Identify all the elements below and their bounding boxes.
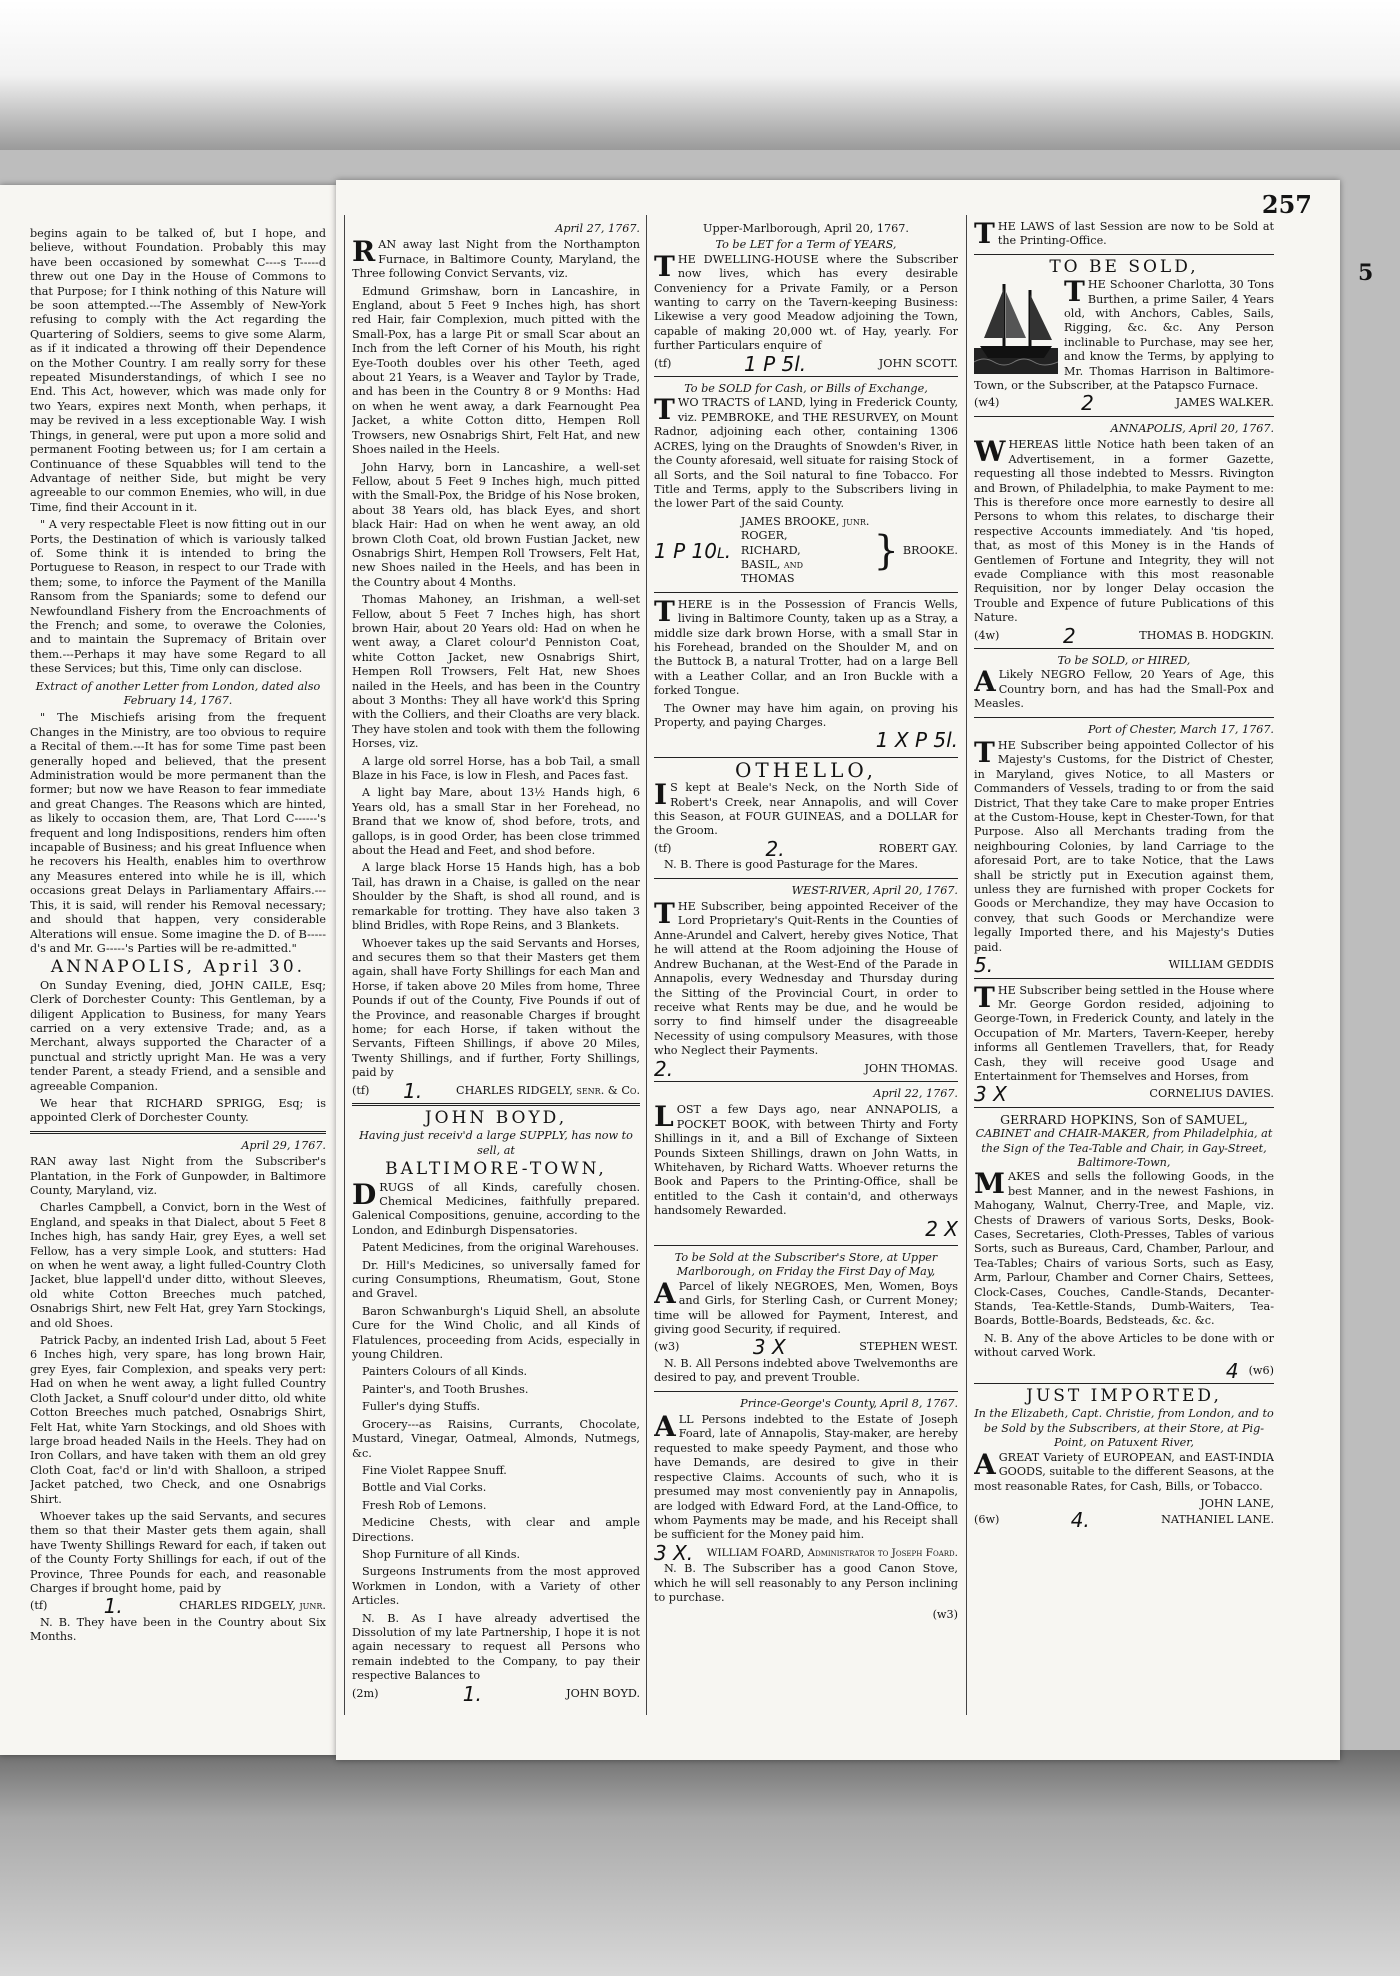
signature-line [974, 953, 1274, 978]
othello-heading: OTHELLO, [735, 757, 877, 782]
handwritten-mark: 1. [103, 1594, 123, 1619]
extract-heading: Extract of another Letter from London, dated also February 14, 1767. [35, 679, 321, 707]
right-page [336, 180, 1340, 1760]
advertiser-signature: JOHN LANE, [1200, 1496, 1274, 1510]
brooke-name: BASIL, and [740, 557, 804, 571]
advertiser-signature: CORNELIUS DAVIES. [1149, 1087, 1274, 1101]
handwritten-mark: 2 [1062, 623, 1076, 648]
scan-bottom-margin [0, 1750, 1400, 1976]
land-tracts-ad: WO TRACTS of LAND, lying in Frederick County, viz. PEMBROKE, and THE RESURVEY, on Mount Radnor, adjoining each other, containing 1306 ACRES, lying on the Draughts of Snowden's River, in the County aforesaid, well situate for raising Stock of all Sorts, and the Soil natural to fine Tobacco. For Title and Terms, apply to the Subscribers living in the lower Part of the said County. [654, 396, 958, 511]
issue-mark: (6w) [974, 1513, 1000, 1527]
advertiser-signature: JOHN THOMAS. [864, 1061, 958, 1075]
signature-line [974, 1508, 1274, 1533]
brooke-name: JAMES BROOKE, junr. [740, 514, 870, 528]
nota-bene: N. B. As I have already advertised the Dissolution of my late Partnership, I hope it is not again necessary to request all Persons who remain indebted to the Company, to pay their respective Balances to [352, 1611, 640, 1683]
signature-line [352, 1681, 640, 1706]
ad-date: WEST-RIVER, April 20, 1767. [791, 883, 958, 897]
handwritten-mark: 1 P 5l. [744, 351, 807, 376]
goods-list-item: Fine Violet Rappee Snuff. [362, 1463, 507, 1477]
horse-description: A large old sorrel Horse, has a bob Tail, a small Blaze in his Face, is low in Flesh, and Paces fast. [352, 754, 640, 783]
column-1: April 27, 1767. RAN away last Night from the Northampton Furnace, in Baltimore County, Maryland, the Three following Convict Servants, viz. Edmund Grimshaw, born in Lancashire, in England, about 5 Feet 9 Inches high, has short red Hair, fair Complexion, much pitted with the Small-Pox, has a large Pit or small Scar about an Inch from the left Corner of his Mouth, his right Eye-Tooth doubles over his other Teeth, aged about 21 Years, is a Weaver and Taylor by Trade, and has been in the Country 8 or 9 Months: Had on when he went away, a dark Fearnought Pea Jacket, a white Cotton ditto, Hempen Roll Trowsers, new Osnabrigs Shirt, Felt Hat, and new Shoes nailed in the Heels. John Harvy, born in Lancashire, a well-set Fellow, about 5 Feet 9 Inches high, much pitted with the Small-Pox, the Bridge of his Nose broken, about 38 Years old, has black Eyes, and short black Hair: Had on when he went away, an old brown Cloth Coat, old brown Fustian Jacket, new Osnabrigs Shirt, Hempen Roll Trowsers, Felt Hat, new Shoes nailed in the Heels, and has been in the Country about 4 Months. Thomas Mahoney, an Irishman, a well-set Fellow, about 5 Feet 7 Inches high, has short brown Hair, about 20 Years old: Had on when he went away, a Claret colour'd Penniston Coat, white Cotton Jacket, new Osnabrigs Shirt, Hempen Roll Trowsers, Felt Hat, new Shoes nailed in the Heels, and has been in the Country about 3 Months: They all have work'd this Spring with the Colliers, and their Cloaths are very black. They have stolen and took with them the following Horses, viz. A large old sorrel Horse, has a bob Tail, a small Blaze in his Face, is low in Flesh, and Paces fast. A light bay Mare, about 13½ Hands high, 6 Years old, has a small Star in her Forehead, no Brand that we know of, shod before, trots, and gallops, is in good Order, has been close trimmed about the Head and Feet, and shod before. A large black Horse 15 Hands high, has a bob Tail, has drawn in a Chaise, is galled on the near Shoulder by the Shaft, is shod all round, and is remarkable for trotting. They have also taken 3 blind Bridles, with Rope Reins, and 3 Blankets. Whoever takes up the said Servants and Horses, and secures them so that their Masters get them again, shall have Forty Shillings for each Man and Horse, if taken above 20 Miles from home, Three Pounds if out of the County, Five Pounds if out of the Province, and reasonable Charges if brought home; for each Horse, if taken without the Servants, Fifteen Shillings, if above 20 Miles, Twenty Shillings, and if further, Forty Shillings, paid by (tf) 1. CHARLES RIDGELY, senr. & Co. JOHN BOYD, Having just receiv'd a large SUPPLY, has now to sell, at BALTIMORE-TOWN, DRUGS of all Kinds, carefully chosen. Chemical Medicines, faithfully prepared. Galenical Compositions, genuine, according to the London, and Edinburgh Dispensatories. Patent Medicines, from the original Warehouses. Dr. Hill's Medicines, so universally famed for curing Consumptions, Rheumatism, Gout, Stone and Gravel. Baron Schwanburgh's Liquid Shell, an absolute Cure for the Wind Cholic, and all Kinds of Flatulences, proceeding from Acids, especially in young Children. Painters Colours of all Kinds. Painter's, and Tooth Brushes. Fuller's dying Stuffs. Grocery---as Raisins, Currants, Chocolate, Mustard, Vinegar, Oatmeal, Almonds, Nutmegs, &c. Fine Violet Rappee Snuff. Bottle and Vial Corks. Fresh Rob of Lemons. Medicine Chests, with clear and ample Directions. Shop Furniture of all Kinds. Surgeons Instruments from the most approved Workmen in London, with a Variety of other Articles. N. B. As I have already advertised the Dissolution of my late Partnership, I hope it is not again necessary to request all Persons who remain indebted to the Company, to pay their respective Balances to (2m) 1. JOHN BOYD. [352, 222, 640, 1706]
to-be-sold-heading: TO BE SOLD, [1049, 256, 1199, 277]
issue-mark: (w4) [974, 396, 1000, 410]
runaway-ad-lead: AN away last Night from the Northampton Furnace, in Baltimore County, Maryland, the Three following Convict Servants, viz. [352, 238, 640, 281]
news-paragraph: We hear that RICHARD SPRIGG, Esq; is appointed Clerk of Dorchester County. [30, 1096, 326, 1125]
issue-mark: (w6) [1248, 1363, 1274, 1377]
signature-line [974, 1358, 1274, 1383]
debts-notice-ad: HEREAS little Notice hath been taken of an Advertisement, in a former Gazette, requesting all those indebted to Messrs. Rivington and Brown, of Philadelphia, to make Payment to me: This is therefore once more earnestly to desire all Persons to whom this relates, to discharge their respective Accounts immediately. And 'tis hoped, that, as most of this Money is in the Hands of Gentlemen of Fortune and Integrity, they will not evade Compliance with this most reasonable Requisition, nor by longer Delay occasion the Trouble and Expence of future Publications of this Nature. [974, 438, 1274, 625]
just-imported-subheading: In the Elizabeth, Capt. Christie, from London, and to be Sold by the Subscribers, at their Store, at Pig-Point, on Patuxent River, [974, 1407, 1274, 1450]
advertiser-signature: JOHN BOYD. [566, 1686, 640, 1700]
runaway-description: Edmund Grimshaw, born in Lancashire, in England, about 5 Feet 9 Inches high, has short red Hair, fair Complexion, much pitted with the Small-Pox, has a large Pit or small Scar about an Inch from the left Corner of his Mouth, his right Eye-Tooth doubles over his other Teeth, aged about 21 Years, is a Weaver and Taylor by Trade, and has been in the Country 8 or 9 Months: Had on when he went away, a dark Fearnought Pea Jacket, a white Cotton ditto, Hempen Roll Trowsers, new Osnabrigs Shirt, Felt Hat, and new Shoes nailed in the Heels. [352, 284, 640, 457]
goods-list-item: Painter's, and Tooth Brushes. [362, 1382, 529, 1396]
just-imported-heading: JUST IMPORTED, [1026, 1386, 1222, 1407]
baltimore-heading: BALTIMORE-TOWN, [385, 1159, 607, 1180]
runaway-description: Charles Campbell, a Convict, born in the West of England, and speaks in that Dialect, about 5 Feet 8 Inches high, has sandy Hair, grey Eyes, a well set Fellow, has a very simple Look, and stutters: Had on when he went away, a light fulled-Country Cloth Jacket, blue lappell'd under ditto, without Sleeves, old white Cotton Breeches much patched, Osnabrigs Shirt, new Felt Hat, grey Yarn Stockings, and old Shoes. [30, 1201, 326, 1330]
issue-mark: (4w) [974, 628, 1000, 642]
ad-date: Upper-Marlborough, April 20, 1767. [703, 222, 909, 235]
john-boyd-heading: JOHN BOYD, [424, 1107, 568, 1128]
imported-goods-ad: GREAT Variety of EUROPEAN, and EAST-INDIA GOODS, suitable to the different Seasons, at the most reasonable Rates, for Cash, Bills, or Tobacco. [974, 1450, 1274, 1493]
schooner-woodcut-icon [974, 278, 1058, 374]
brace-glyph: } [873, 527, 899, 574]
signature-line [974, 623, 1274, 648]
divider [654, 1391, 958, 1392]
runaway-description: John Harvy, born in Lancashire, a well-set Fellow, about 5 Feet 9 Inches high, much pitted with the Small-Pox, the Bridge of his Nose broken, about 38 Years old, has black Eyes, and short black Hair: Had on when he went away, an old brown Cloth Coat, old brown Fustian Jacket, new Osnabrigs Shirt, Hempen Roll Trowsers, Felt Hat, new Shoes nailed in the Heels, and has been in the Country about 4 Months. [352, 460, 640, 589]
nota-bene: N. B. There is good Pasturage for the Mares. [664, 858, 919, 872]
signature-line [30, 1594, 326, 1619]
column-3: THE LAWS of last Session are now to be Sold at the Printing-Office. TO BE SOLD, THE Schooner Charlotta, 30 Tons Burthen, a prime Sailer, 4 Years old, with Anchors, Cables, Sails, Rigging, &c. &c. Any Person inclinable to Purchase, may see her, and know the Terms, by applying to Mr. Thomas Harrison in Baltimore-Town, or the Subscriber, at the Patapsco Furnace. (w4) 2 JAMES WALKER. ANNAPOLIS, April 20, 1767. WHEREAS little Notice hath been taken of an Advertisement, in a former Gazette, requesting all those indebted to Messrs. Rivington and Brown, of Philadelphia, to make Payment to me: This is therefore once more earnestly to desire all Persons to whom this relates, to discharge their respective Accounts immediately. And 'tis hoped, that, as most of this Money is in the Hands of Gentlemen of Fortune and Integrity, they will not evade Compliance with this most reasonable Requisition, nor by longer Delay occasion the Trouble and Expence of future Publications of this Nature. (4w) 2 THOMAS B. HODGKIN. To be SOLD, or HIRED, A Likely NEGRO Fellow, 20 Years of Age, this Country born, and has had the Small-Pox and Measles. Port of Chester, March 17, 1767. THE Subscriber being appointed Collector of his Majesty's Customs, for the District of Chester, in Maryland, gives Notice, to all Masters or Commanders of Vessels, trading to or from the said District, That they take Care to make proper Entries at the Custom-House, kept in Chester-Town, for that Purpose. Also all Merchants trading from the neighbouring Colonies, by land Carriage to the aforesaid Port, are to take Notice, that the Laws shall be strictly put in Execution against them, unless they are furnished with proper Cockets for Goods or Merchandize, they may have Occasion to convey, that such Goods or Merchandize were legally Imported there, and his Majesty's Duties paid. 5. WILLIAM GEDDIS THE Subscriber being settled in the House where Mr. George Gordon resided, adjoining to George-Town, in Frederick County, and lately in the Occupation of Mr. Marters, Tavern-Keeper, hereby informs all Gentlemen Travellers, that, for Ready Cash, they will receive good Usage and Entertainment for Themselves and Horses, from 3 X CORNELIUS DAVIES. GERRARD HOPKINS, Son of SAMUEL, CABINET and CHAIR-MAKER, from Philadelphia, at the Sign of the Tea-Table and Chair, in Gay-Street, Baltimore-Town, MAKES and sells the following Goods, in the best Manner, and in the newest Fashions, in Mahogany, Walnut, Cherry-Tree, and Maple, viz. Chests of Drawers of various Sorts, Desks, Book-Cases, Secretaries, Cloth-Presses, Tables of various Sorts, such as Bureaus, Card, Chamber, Parlour, and Tea-Tables; Chairs of various Sorts, such as Easy, Arm, Parlour, Chamber and Corner Chairs, Settees, Clock-Cases, Couches, Candle-Stands, Decanter-Stands, Tea-Kettle-Stands, Dumb-Waiters, Tea-Boards, Bottle-Boards, Bedsteads, &c. &c. N. B. Any of the above Articles to be done with or without carved Work. 4 (w6) JUST IMPORTED, In the Elizabeth, Capt. Christie, from London, and to be Sold by the Subscribers, at their Store, at Pig-Point, on Patuxent River, AGREAT Variety of EUROPEAN, and EAST-INDIA GOODS, suitable to the different Seasons, at the most reasonable Rates, for Cash, Bills, or Tobacco. JOHN LANE, (6w) 4. NATHANIEL LANE. [974, 220, 1274, 1533]
divider [654, 1245, 958, 1246]
goods-list [352, 1241, 640, 1608]
brooke-name: RICHARD, [740, 543, 801, 557]
issue-mark: (w3) [654, 1340, 680, 1354]
stray-horse-ad: HERE is in the Possession of Francis Wells, living in Baltimore County, taken up as a Stray, a middle size dark brown Horse, with a small Star in his Forehead, branded on the Shoulder M, and on the Buttock B, a natural Trotter, had on a large Bell with a Leather Collar, and an Iron Buckle with a forked Tongue. [654, 597, 958, 698]
left-page [0, 185, 336, 1755]
divider [974, 254, 1274, 255]
tavern-ad: HE Subscriber being settled in the House where Mr. George Gordon resided, adjoining to George-Town, in Frederick County, and lately in the Occupation of Mr. Marters, Tavern-Keeper, hereby informs all Gentlemen Travellers, that, for Ready Cash, they will receive good Usage and Entertainment for Themselves and Horses, from [974, 983, 1274, 1083]
divider [974, 717, 1274, 718]
advertiser-signature: WILLIAM FOARD, Administrator to Joseph Foard. [706, 1546, 958, 1559]
brooke-signatures [654, 515, 958, 587]
stray-horse-ad: The Owner may have him again, on proving his Property, and paying Charges. [654, 701, 958, 729]
goods-list-item: Bottle and Vial Corks. [362, 1481, 487, 1495]
dwelling-house-ad: HE DWELLING-HOUSE where the Subscriber now lives, which has every desirable Conveniency for a Private Family, or a Person wanting to carry on the Tavern-keeping Business: Likewise a very good Meadow adjoining the Town, capable of making 20,000 wt. of Hay, yearly. For further Particulars enquire of [654, 252, 958, 353]
divider [654, 592, 958, 593]
column-rule [966, 215, 967, 1715]
letter-paragraph: begins again to be talked of, but I hope, and believe, without Foundation. Probably this may have been occasioned by somewhat C----s T-----d threw out one Day in the House of Commons to that Purpose; for I think nothing of this Nature will be soon attempted.---The Assembly of New-York refusing to comply with the Act regarding the Quartering of Soldiers, seems to give some Alarm, as if it indicated a throwing off their Dependence on the Mother Country. I am really sorry for these repeated Misunderstandings, of which I see no End. This Act, however, which was made only for two Years, expires next Month, when perhaps, it may be revived in a less exceptionable Way. I wish Things, in general, were put upon a more solid and permanent Footing between us; for I am certain a Continuance of these Squabbles will tend to the Advantage of neither Side, but might be very agreeable to our common Enemies, who will, in due Time, find their Account in it. [30, 227, 326, 514]
advertiser-signature: JAMES WALKER. [1175, 396, 1274, 410]
left-column [30, 227, 326, 1727]
customs-notice-ad: HE Subscriber being appointed Collector of his Majesty's Customs, for the District of Chester, in Maryland, gives Notice, to all Masters or Commanders of Vessels, trading to or from the said District, That they take Care to make proper Entries at the Custom-House, kept in Chester-Town, for that Purpose. Also all Merchants trading from the neighbouring Colonies, by land Carriage to the aforesaid Port, are to take Notice, that the Laws shall be strictly put in Execution against them, unless they are furnished with proper Cockets for Goods or Merchandize, they may have Occasion to convey, that such Goods or Merchandize were legally Imported there, and his Majesty's Duties paid. [974, 739, 1274, 954]
ad-date: April 27, 1767. [555, 222, 640, 235]
handwritten-mark: 3 X. [654, 1540, 694, 1565]
issue-mark: (tf) [654, 841, 672, 855]
goods-list-item: Painters Colours of all Kinds. [362, 1365, 528, 1379]
advertiser-signature: NATHANIEL LANE. [1161, 1513, 1274, 1527]
to-let-heading: To be LET for a Term of YEARS, [715, 238, 897, 252]
drugs-paragraph: RUGS of all Kinds, carefully chosen. Chemical Medicines, faithfully prepared. Galenical Compositions, genuine, according to the London, and Edinburgh Dispensatories. [352, 1180, 640, 1237]
nota-bene: N. B. The Subscriber has a good Canon Stove, which he will sell reasonably to any Person inclining to purchase. [654, 1562, 958, 1604]
hopkins-heading: GERRARD HOPKINS, Son of SAMUEL, [1000, 1111, 1248, 1127]
divider [654, 1081, 958, 1082]
brooke-surname: BROOKE. [902, 543, 958, 557]
signature-line [974, 391, 1274, 416]
handwritten-mark: 3 X [752, 1335, 786, 1360]
handwritten-mark: 2 [1081, 391, 1094, 416]
nota-bene: N. B. All Persons indebted above Twelvemonths are desired to pay, and prevent Trouble. [654, 1356, 958, 1385]
hopkins-subheading: CABINET and CHAIR-MAKER, from Philadelphia, at the Sign of the Tea-Table and Chair, in Gay-Street, Baltimore-Town, [975, 1127, 1273, 1169]
ad-date: Port of Chester, March 17, 1767. [1088, 722, 1274, 736]
signature-line [654, 1540, 958, 1565]
ad-date: Prince-George's County, April 8, 1767. [740, 1396, 958, 1410]
ad-date: ANNAPOLIS, April 20, 1767. [1110, 421, 1274, 435]
scan-top-margin [0, 0, 1400, 150]
schooner-ad: HE Schooner Charlotta, 30 Tons Burthen, a prime Sailer, 4 Years old, with Anchors, Cables, Sails, Rigging, &c. &c. Any Person inclinable to Purchase, may see her, and know the Terms, by applying to Mr. Thomas Harrison in Baltimore-Town, or the Subscriber, at the Patapsco Furnace. [974, 278, 1274, 393]
brooke-name: THOMAS [740, 572, 795, 586]
handwritten-mark: 1. [462, 1681, 482, 1706]
handwritten-mark: 3 X [974, 1082, 1007, 1107]
goods-list-item: Fresh Rob of Lemons. [362, 1498, 487, 1512]
brooke-name: ROGER, [740, 529, 788, 543]
divider [974, 416, 1274, 417]
advertiser-signature: CHARLES RIDGELY, junr. [179, 1599, 326, 1613]
for-sale-heading: To be SOLD for Cash, or Bills of Exchange, [684, 382, 928, 396]
handwritten-mark: 5. [974, 953, 994, 978]
handwritten-mark: 1 P 10l. [654, 538, 732, 563]
laws-notice: HE LAWS of last Session are now to be Sold at the Printing-Office. [997, 220, 1274, 248]
signature-line [654, 836, 958, 861]
ad-date: April 29, 1767. [241, 1138, 326, 1152]
issue-mark: (2m) [352, 1686, 379, 1700]
reward-paragraph: Whoever takes up the said Servants and Horses, and secures them so that their Masters get them again, shall have Forty Shillings for each Man and Horse, if taken above 20 Miles from home, Three Pounds if out of the County, Five Pounds if out of the Province, and reasonable Charges if brought home; for each Horse, if taken without the Servants, Fifteen Shillings, if above 20 Miles, Twenty Shillings, and if further, Forty Shillings, paid by [352, 936, 640, 1080]
handwritten-mark: 2. [765, 836, 785, 861]
advertiser-signature: THOMAS B. HODGKIN. [1139, 628, 1274, 642]
divider [654, 878, 958, 879]
advertiser-signature: ROBERT GAY. [878, 841, 958, 855]
lost-pocket-book-ad: OST a few Days ago, near ANNAPOLIS, a POCKET BOOK, with between Thirty and Forty Shillings in it, and a Bill of Exchange of Sixteen Pounds Sixteen Shillings, drawn on John Watts, in Whitehaven, by Richard Watts. Whoever returns the Book and Papers to the Printing-Office, shall be entitled to the Cash it contain'd, and otherways handsomely Rewarded. [654, 1103, 958, 1218]
othello-ad: S kept at Beale's Neck, on the North Side of Robert's Creek, near Annapolis, and will Cover this Season, at FOUR GUINEAS, and a DOLLAR for the Groom. [654, 781, 958, 838]
john-boyd-subheading: Having just receiv'd a large SUPPLY, has now to sell, at [359, 1129, 633, 1157]
divider [974, 978, 1274, 979]
goods-list-item: Fuller's dying Stuffs. [362, 1400, 481, 1414]
goods-list-item: Shop Furniture of all Kinds. [362, 1547, 521, 1561]
column-rule [344, 215, 345, 1715]
advertiser-signature: CHARLES RIDGELY, senr. & Co. [456, 1083, 640, 1097]
news-paragraph: On Sunday Evening, died, JOHN CAILE, Esq; Clerk of Dorchester County: This Gentleman, by a diligent Application to Business, for many Years carried on a very extensive Trade; and, as a Merchant, always supported the Character of a punctual and strictly upright Man. He was a very tender Parent, a steady Friend, and a sensible and agreeable Companion. [30, 978, 326, 1093]
store-sale-ad: Parcel of likely NEGROES, Men, Women, Boys and Girls, for Sterling Cash, or Current Money; time will be allowed for Payment, Interest, and giving good Security, if required. [654, 1279, 958, 1337]
store-sale-heading: To be Sold at the Subscriber's Store, at Upper Marlborough, on Friday the First Day of May, [674, 1251, 938, 1279]
adjacent-page-edge-mark: 5 [1358, 260, 1374, 286]
signature-line [654, 1335, 958, 1360]
goods-list-item: Medicine Chests, with clear and ample Directions. [352, 1516, 640, 1544]
sold-or-hired-heading: To be SOLD, or HIRED, [1057, 653, 1191, 667]
divider [654, 376, 958, 377]
goods-list-item: Patent Medicines, from the original Warehouses. [362, 1241, 640, 1255]
issue-mark: (tf) [30, 1599, 48, 1613]
column-2: Upper-Marlborough, April 20, 1767. To be LET for a Term of YEARS, THE DWELLING-HOUSE where the Subscriber now lives, which has every desirable Conveniency for a Private Family, or a Person wanting to carry on the Tavern-keeping Business: Likewise a very good Meadow adjoining the Town, capable of making 20,000 wt. of Hay, yearly. For further Particulars enquire of (tf) 1 P 5l. JOHN SCOTT. To be SOLD for Cash, or Bills of Exchange, TWO TRACTS of LAND, lying in Frederick County, viz. PEMBROKE, and THE RESURVEY, on Mount Radnor, adjoining each other, containing 1306 ACRES, lying on the Draughts of Snowden's River, in the County aforesaid, well situate for raising Stock of all Sorts, and the Soil natural to fine Tobacco. For Title and Terms, apply to the Subscribers living in the lower Part of the said County. 1 P 10l. JAMES BROOKE, junr. ROGER, RICHARD, BASIL, and THOMAS } BROOKE. THERE is in the Possession of Francis Wells, living in Baltimore County, taken up as a Stray, a middle size dark brown Horse, with a small Star in his Forehead, branded on the Shoulder M, and on the Buttock B, a natural Trotter, had on a large Bell with a Leather Collar, and an Iron Buckle with a forked Tongue. The Owner may have him again, on proving his Property, and paying Charges. 1 X P 5l. OTHELLO, I S kept at Beale's Neck, on the North Side of Robert's Creek, near Annapolis, and will Cover this Season, at FOUR GUINEAS, and a DOLLAR for the Groom. (tf) 2. ROBERT GAY. N. B. There is good Pasturage for the Mares. WEST-RIVER, April 20, 1767. THE Subscriber, being appointed Receiver of the Lord Proprietary's Quit-Rents in the Counties of Anne-Arundel and Calvert, hereby gives Notice, That he will attend at the Room adjoining the House of Andrew Buchanan, at the West-End of the Parade in Annapolis, every Wednesday and Thursday during the Sitting of the Provincial Court, in order to receive what Rents may be due, and he would be sorry to find himself under the disagreeable Necessity of using compulsory Measures, with those who Neglect their Payments. 2. JOHN THOMAS. April 22, 1767. LOST a few Days ago, near ANNAPOLIS, a POCKET BOOK, with between Thirty and Forty Shillings in it, and a Bill of Exchange of Sixteen Pounds Sixteen Shillings, drawn on John Watts, in Whitehaven, by Richard Watts. Whoever returns the Book and Papers to the Printing-Office, shall be entitled to the Cash it contain'd, and otherways handsomely Rewarded. 2 X To be Sold at the Subscriber's Store, at Upper Marlborough, on Friday the First Day of May, A Parcel of likely NEGROES, Men, Women, Boys and Girls, for Sterling Cash, or Current Money; time will be allowed for Payment, Interest, and giving good Security, if required. (w3) 3 X STEPHEN WEST. N. B. All Persons indebted above Twelvemonths are desired to pay, and prevent Trouble. Prince-George's County, April 8, 1767. ALL Persons indebted to the Estate of Joseph Foard, late of Annapolis, Stay-maker, are hereby requested to make speedy Payment, and those who have Demands, are desired to give in their respective Claims. Accounts of such, who it is presumed may most conveniently pay in Annapolis, are lodged with Edward Ford, at the Land-Office, to whom Payments may be made, and his Receipt shall be sufficient for the Money paid him. 3 X. WILLIAM FOARD, Administrator to Joseph Foard. N. B. The Subscriber has a good Canon Stove, which he will sell reasonably to any Person inclining to purchase. (w3) [654, 222, 958, 1622]
signature-line [654, 1056, 958, 1081]
divider [974, 1383, 1274, 1384]
brooke-name-list [741, 515, 870, 587]
handwritten-mark: 1 X P 5l. [875, 728, 958, 753]
furniture-ad: AKES and sells the following Goods, in the best Manner, and in the newest Fashions, in Mahogany, Walnut, Cherry-Tree, and Maple, viz. Chests of Drawers of various Sorts, Desks, Book-Cases, Secretaries, Cloth-Presses, Tables of various Sorts, such as Bureaus, Card, Chamber, Parlour, and Tea-Tables; Chairs of various Sorts, such as Easy, Arm, Parlour, Chamber and Corner Chairs, Settees, Clock-Cases, Couches, Candle-Stands, Decanter-Stands, Tea-Kettle-Stands, Dumb-Waiters, Tea-Boards, Bottle-Boards, Bedsteads, &c. &c. [974, 1170, 1274, 1328]
handwritten-mark: 4 [1225, 1358, 1239, 1383]
horse-description: A light bay Mare, about 13½ Hands high, 6 Years old, has a small Star in her Forehead, no Brand that we know of, shod before, trots, and gallops, is in good Order, has been close trimmed about the Head and Feet, and shod before. [352, 786, 640, 858]
annapolis-heading: ANNAPOLIS, April 30. [50, 957, 306, 978]
signature-line [352, 1078, 640, 1103]
column-rule [646, 215, 647, 1715]
advertiser-signature: STEPHEN WEST. [859, 1340, 958, 1354]
goods-list-item: Surgeons Instruments from the most approved Workmen in London, with a Variety of other Articles. [352, 1565, 640, 1608]
quit-rents-ad: HE Subscriber, being appointed Receiver of the Lord Proprietary's Quit-Rents in the Counties of Anne-Arundel and Calvert, hereby gives Notice, That he will attend at the Room adjoining the House of Andrew Buchanan, at the West-End of the Parade in Annapolis, every Wednesday and Thursday during the Sitting of the Provincial Court, in order to receive what Rents may be due, and he would be sorry to find himself under the disagreeable Necessity of using compulsory Measures, with those who Neglect their Payments. [654, 900, 958, 1058]
nota-bene: N. B. Any of the above Articles to be done with or without carved Work. [974, 1331, 1274, 1360]
ad-date: April 22, 1767. [873, 1086, 958, 1100]
letter-paragraph: " A very respectable Fleet is now fitting out in our Ports, the Destination of which is variously talked of. Some think it is intended to bring the Portuguese to Reason, in respect to our Trade with them; some, to inforce the Payment of the Manilla Ransom from the Spaniards; some to defend our Newfoundland Fishery from the Encroachments of the French; and some, to overawe the Colonies, and to maintain the Supremacy of Britain over them.---Perhaps it may have some Regard to all these Services; but this, Time only can disclose. [30, 518, 326, 676]
reward-paragraph: Whoever takes up the said Servants, and secures them so that their Master gets them again, shall have Twenty Shillings Reward for each, if taken out of the County Forty Shillings for each, if out of the Province, Three Pounds for each, and reasonable Charges if brought home, paid by [30, 1509, 326, 1595]
divider [30, 1131, 326, 1134]
horse-description: A large black Horse 15 Hands high, has a bob Tail, has drawn in a Chaise, is galled on the near Shoulder by the Shaft, is shod all round, and is remarkable for trotting. They have also taken 3 blind Bridles, with Rope Reins, and 3 Blankets. [352, 861, 640, 933]
goods-list-item: Dr. Hill's Medicines, so universally famed for curing Consumptions, Rheumatism, Gout, Stone and Gravel. [352, 1258, 640, 1301]
divider [352, 1103, 640, 1106]
page-number: 257 [1261, 190, 1312, 219]
runaway-description: Thomas Mahoney, an Irishman, a well-set Fellow, about 5 Feet 7 Inches high, has short brown Hair, about 20 Years old: Had on when he went away, a Claret colour'd Penniston Coat, white Cotton Jacket, new Osnabrigs Shirt, Hempen Roll Trowsers, Felt Hat, new Shoes nailed in the Heels, and has been in the Country about 3 Months: They all have work'd this Spring with the Colliers, and their Cloaths are very black. They have stolen and took with them the following Horses, viz. [352, 593, 640, 751]
runaway-description: Patrick Pacby, an indented Irish Lad, about 5 Feet 6 Inches high, very spare, has long brown Hair, grey Eyes, fair Complexion, and speaks very pert: Had on when he went away, a light fulled Country Cloth Jacket, a Snuff colour'd under ditto, old white Cotton Breeches much patched, Osnabrigs Shirt, Felt Hat, white Yarn Stockings, and old Shoes with large broad headed Nails in the Heels. They had on Iron Collars, and have taken with them an old grey Cloth Coat, fac'd or lin'd with Shalloon, a striped Jacket patched, two Check, and one Osnabrigs Shirt. [30, 1334, 326, 1506]
handwritten-mark: 1. [403, 1078, 423, 1103]
runaway-ad-lead: RAN away last Night from the Subscriber's Plantation, in the Fork of Gunpowder, in Baltimore County, Maryland, viz. [30, 1155, 326, 1197]
signature-line [974, 1082, 1274, 1107]
handwritten-mark: 2. [654, 1056, 674, 1081]
issue-mark: (tf) [352, 1083, 370, 1097]
advertiser-signature: JOHN SCOTT. [878, 356, 958, 370]
advertiser-signature: WILLIAM GEDDIS [1168, 958, 1274, 972]
goods-list-item: Grocery---as Raisins, Currants, Chocolate, Mustard, Vinegar, Oatmeal, Almonds, Nutmegs, &c. [352, 1417, 640, 1460]
sold-or-hired-ad: Likely NEGRO Fellow, 20 Years of Age, this Country born, and has had the Small-Pox and Measles. [974, 668, 1274, 711]
nota-bene: N. B. They have been in the Country about Six Months. [30, 1615, 326, 1644]
handwritten-mark: 4. [1070, 1508, 1090, 1533]
goods-list-item: Baron Schwanburgh's Liquid Shell, an absolute Cure for the Wind Cholic, and all Kinds of Flatulences, proceeding from Acids, especially in young Children. [352, 1304, 640, 1362]
letter-paragraph: " The Mischiefs arising from the frequent Changes in the Ministry, are too obvious to require a Recital of them.---It has for some Time past been generally hoped and believed, that the present Administration would be more permanent than the former; but now we have Reason to fear immediate and great Changes. The Reasons which are hinted, as likely to occasion them, are, That Lord C------'s frequent and long Indispositions, renders him often incapable of Business; and his great Influence when he recovers his Health, enables him to overthrow any Measures entered into while he is ill, which occasions great Delays in Parliamentary Affairs.---This, it is said, will render his Removal necessary; and should that happen, very considerable Alterations will ensue. Some imagine the D. of B-----d's and Mr. G-----'s Parties will be re-admitted." [30, 711, 326, 955]
issue-mark: (w3) [932, 1608, 958, 1622]
signature-line [654, 351, 958, 376]
issue-mark: (tf) [654, 356, 672, 370]
divider [974, 1107, 1274, 1108]
divider [974, 648, 1274, 649]
handwritten-mark: 2 X [925, 1216, 958, 1241]
estate-notice-ad: LL Persons indebted to the Estate of Joseph Foard, late of Annapolis, Stay-maker, are hereby requested to make speedy Payment, and those who have Demands, are desired to give in their respective Claims. Accounts of such, who it is presumed may most conveniently pay in Annapolis, are lodged with Edward Ford, at the Land-Office, to whom Payments may be made, and his Receipt shall be sufficient for the Money paid him. [654, 1413, 958, 1542]
